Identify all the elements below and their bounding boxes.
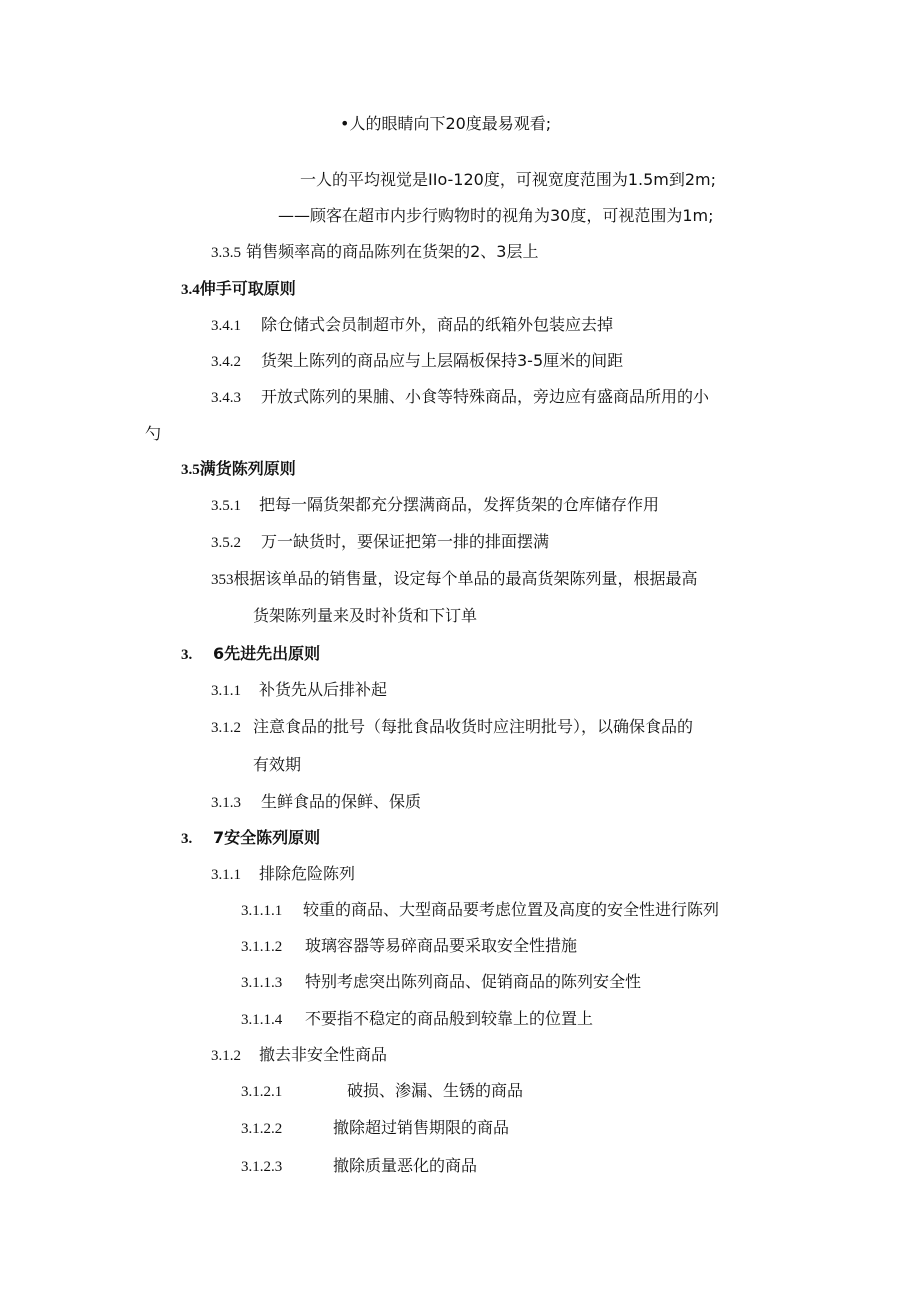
list-item-continuation: 有效期 xyxy=(253,755,302,774)
note-line: •人的眼睛向下20度最易观看; xyxy=(340,114,552,133)
list-item: 3.1.2.2 撤除超过销售期限的商品 xyxy=(241,1118,510,1137)
list-item: 3.1.1.1 较重的商品、大型商品要考虑位置及高度的安全性进行陈列 xyxy=(241,900,720,919)
list-item-continuation: 勺 xyxy=(145,424,162,443)
list-item: 3.1.1.2 玻璃容器等易碎商品要采取安全性措施 xyxy=(241,936,578,955)
section-heading: 3.4伸手可取原则 xyxy=(181,279,296,298)
list-item: 3.4.3 开放式陈列的果脯、小食等特殊商品，旁边应有盛商品所用的小 xyxy=(211,387,710,406)
section-heading: 3.5满货陈列原则 xyxy=(181,459,296,478)
list-item: 3.5.2 万一缺货时，要保证把第一排的排面摆满 xyxy=(211,532,550,551)
section-heading: 3. 7安全陈列原则 xyxy=(181,828,321,847)
list-item: 3.1.2.1 破损、渗漏、生锈的商品 xyxy=(241,1081,524,1100)
list-item: 3.1.1.3 特别考虑突出陈列商品、促销商品的陈列安全性 xyxy=(241,972,642,991)
list-item: 353根据该单品的销售量，设定每个单品的最高货架陈列量，根据最高 xyxy=(211,569,698,588)
list-item-continuation: 货架陈列量来及时补货和下订单 xyxy=(253,606,478,625)
list-item: 3.1.1 补货先从后排补起 xyxy=(211,680,388,699)
list-item: 3.4.1 除仓储式会员制超市外，商品的纸箱外包装应去掉 xyxy=(211,315,614,334)
section-heading: 3. 6先进先出原则 xyxy=(181,644,321,663)
note-line: ——顾客在超市内步行购物时的视角为30度，可视范围为1m; xyxy=(278,206,714,225)
list-item: 3.1.2.3 撤除质量恶化的商品 xyxy=(241,1156,478,1175)
list-item: 3.1.1.4 不要指不稳定的商品般到较靠上的位置上 xyxy=(241,1009,594,1028)
list-item: 3.1.1 排除危险陈列 xyxy=(211,864,356,883)
list-item: 3.1.2 注意食品的批号（每批食品收货时应注明批号），以确保食品的 xyxy=(211,717,694,736)
list-item: 3.5.1 把每一隔货架都充分摆满商品，发挥货架的仓库储存作用 xyxy=(211,495,660,514)
note-line: 一人的平均视觉是IIo-120度，可视宽度范围为1.5m到2m; xyxy=(300,170,717,189)
list-item: 3.4.2 货架上陈列的商品应与上层隔板保持3-5厘米的间距 xyxy=(211,351,624,370)
list-item: 3.1.2 撤去非安全性商品 xyxy=(211,1045,388,1064)
list-item: 3.3.5 销售频率高的商品陈列在货架的2、3层上 xyxy=(211,242,539,261)
list-item: 3.1.3 生鲜食品的保鲜、保质 xyxy=(211,792,422,811)
